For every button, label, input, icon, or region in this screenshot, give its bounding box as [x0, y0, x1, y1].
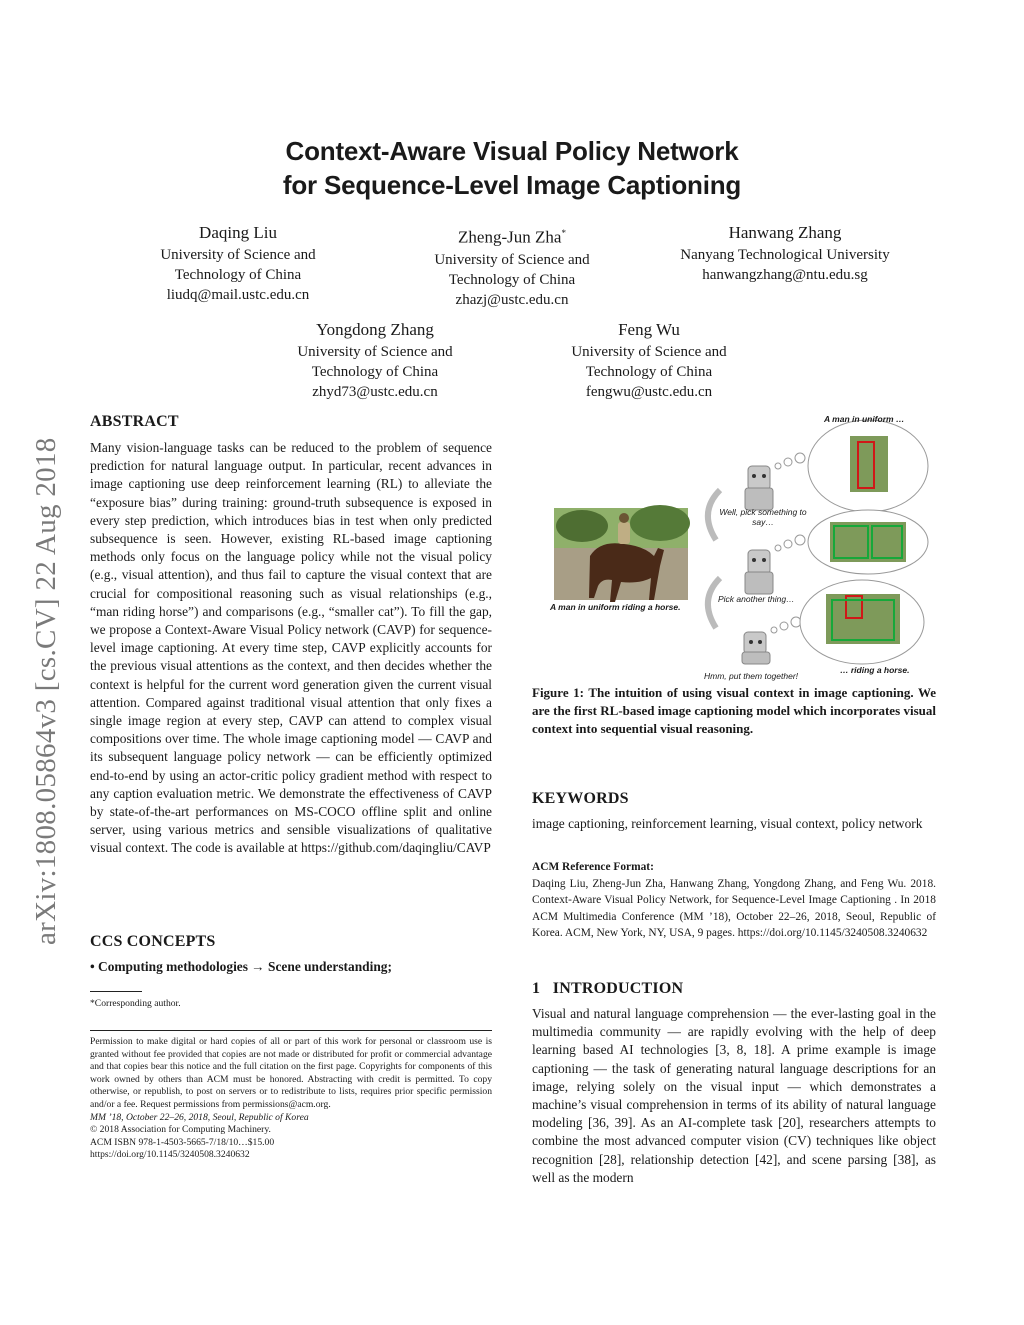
robot-icon — [742, 632, 770, 664]
robot-icon — [745, 466, 773, 510]
figure-1 — [532, 408, 936, 680]
keywords-text: image captioning, reinforcement learning, visual context, policy network — [532, 816, 923, 831]
author-affiliation: University of Science and — [434, 251, 590, 268]
figure-bubble-1: Well, pick something to say… — [719, 507, 807, 527]
ccs-heading: CCS CONCEPTS — [90, 933, 216, 950]
main-photo — [554, 505, 690, 602]
conference-line: MM ’18, October 22–26, 2018, Seoul, Republic of Korea — [90, 1111, 309, 1123]
figure-1-caption: Figure 1: The intuition of using visual context in image captioning. We are the first RL-based image captioning model which incorporates visual context into sequential visual reasoning. — [532, 685, 936, 737]
footnote-rule — [90, 991, 142, 992]
isbn-line: ACM ISBN 978-1-4503-5665-7/18/10…$15.00 — [90, 1136, 275, 1148]
figure-bubble-2: Pick another thing… — [718, 594, 795, 604]
author-name: Feng Wu — [618, 320, 680, 339]
thought-cloud — [808, 420, 928, 512]
author-block — [539, 318, 759, 402]
thought-cloud — [808, 510, 928, 574]
author-email[interactable]: zhazj@ustc.edu.cn — [455, 291, 569, 308]
figure-bottom-label: … riding a horse. — [840, 665, 910, 675]
author-affiliation: Technology of China — [174, 267, 302, 283]
footnote: *Corresponding author. — [90, 998, 181, 1009]
permission-rule — [90, 1030, 492, 1031]
author-affiliation: University of Science and — [571, 344, 727, 360]
doi-link[interactable]: https://doi.org/10.1145/3240508.3240632 — [90, 1149, 250, 1161]
author-email[interactable]: zhyd73@ustc.edu.cn — [312, 384, 438, 400]
author-name: Zheng-Jun Zha* — [458, 227, 566, 247]
author-block — [655, 221, 915, 285]
permission-text: Permission to make digital or hard copies of all or part of this work for personal or classroom use is granted without fee provided that copies are not made or distributed for profit or commercial advantage and that copies bear this notice and the full citation on the first page. Copyrights for components of this work owned by others than ACM must be honored. Abstracting with credit is permitted. To copy otherwise, or republish, to post on servers or to redistribute to lists, requires prior specific permission and/or a fee. Request permissions from permissions@acm.org. — [90, 1036, 492, 1110]
author-block — [265, 318, 485, 402]
figure-bubble-3: Hmm, put them together! — [704, 671, 799, 681]
author-affiliation: University of Science and — [297, 344, 453, 360]
title-line-1: Context-Aware Visual Policy Network — [285, 136, 739, 166]
author-block — [128, 221, 348, 305]
figure-top-label: A man in uniform … — [824, 414, 905, 424]
copyright-line: © 2018 Association for Computing Machinery. — [90, 1124, 271, 1136]
author-block — [402, 221, 622, 310]
arxiv-stamp: arXiv:1808.05864v3 [cs.CV] 22 Aug 2018 — [30, 437, 62, 945]
author-affiliation: Technology of China — [585, 364, 713, 380]
author-name: Yongdong Zhang — [316, 320, 434, 339]
figure-1-graphic — [532, 408, 936, 680]
thought-cloud — [800, 580, 924, 664]
author-affiliation: Technology of China — [448, 271, 576, 288]
ccs-text: • Computing methodologies → Scene understanding; — [90, 959, 392, 974]
robot-icon — [745, 550, 773, 594]
author-name: Daqing Liu — [199, 223, 277, 242]
acm-ref-text: Daqing Liu, Zheng-Jun Zha, Hanwang Zhang, Yongdong Zhang, and Feng Wu. 2018. Context-Aware Visual Policy Network, for Sequence-Level Image Captioning . In 2018 ACM Multimedia Conference (MM ’18), October 22–26, 2018, Seoul, Republic of Korea. ACM, New York, NY, USA, 9 pages. https://doi.org/10.1145/3240508.3240632 — [532, 878, 936, 940]
keywords-heading: KEYWORDS — [532, 790, 629, 807]
acm-ref-heading: ACM Reference Format: — [532, 861, 654, 873]
intro-heading: 1 INTRODUCTION — [532, 980, 684, 997]
abstract-text: Many vision-language tasks can be reduced to the problem of sequence prediction for natural language output. In particular, recent advances in image captioning use deep reinforcement learning (RL) to alleviate the “exposure bias” during training: ground-truth subsequence is exposed in every step prediction, which introduces bias in test when only predicted subsequence is seen. However, existing RL-based image captioning methods only focus on the language policy while not the visual policy (e.g., visual attention), and thus fail to capture the visual context that are crucial for compositional reasoning such as visual relationships (e.g., “man riding horse”) and comparisons (e.g., “smaller cat”). To fill the gap, we propose a Context-Aware Visual Policy network (CAVP) for sequence-level image captioning. At every time step, CAVP explicitly accounts for the previous visual attentions as the context, and then decides whether the context is helpful for the current word generation given the current visual attention. Compared against traditional visual attention that only fixes a single image region at every step, CAVP can attend to complex visual compositions over time. The whole image captioning model — CAVP and its subsequent language policy network — can be efficiently optimized end-to-end by using an actor-critic policy gradient method with respect to any caption evaluation metric. We demonstrate the effectiveness of CAVP by state-of-the-art performances on MS-COCO offline split and online server, using various metrics and sensible visualizations of qualitative visual context. The code is available at https://github.com/daqingliu/CAVP — [90, 440, 492, 856]
author-email[interactable]: hanwangzhang@ntu.edu.sg — [702, 267, 868, 283]
intro-text: Visual and natural language comprehension — the ever-lasting goal in the multimedia community — are rapidly evolving with the help of deep learning based AI technologies [3, 8, 18]. A prime example is image captioning — the task of generating natural language descriptions for an image, relying solely on the visual input — which demonstrates a machine’s visual comprehension in terms of its ability of natural language modeling [36, 39]. As an AI-complete task [20], researchers attempts to combine the most advanced computer vision (CV) techniques like object recognition [28], relationship detection [42], and scene parsing [38], as well as the modern — [532, 1006, 936, 1185]
abstract-heading: ABSTRACT — [90, 413, 179, 430]
author-affiliation: Technology of China — [311, 364, 439, 380]
author-email[interactable]: fengwu@ustc.edu.cn — [585, 384, 713, 400]
author-affiliation: University of Science and — [160, 247, 316, 263]
permission-block — [90, 1036, 492, 1162]
author-name: Hanwang Zhang — [728, 223, 842, 242]
author-affiliation: Nanyang Technological University — [680, 247, 890, 263]
figure-photo-caption: A man in uniform riding a horse. — [550, 602, 681, 612]
paper-title — [0, 134, 1024, 202]
title-line-2: for Sequence-Level Image Captioning — [282, 170, 742, 200]
author-email[interactable]: liudq@mail.ustc.edu.cn — [166, 287, 310, 303]
